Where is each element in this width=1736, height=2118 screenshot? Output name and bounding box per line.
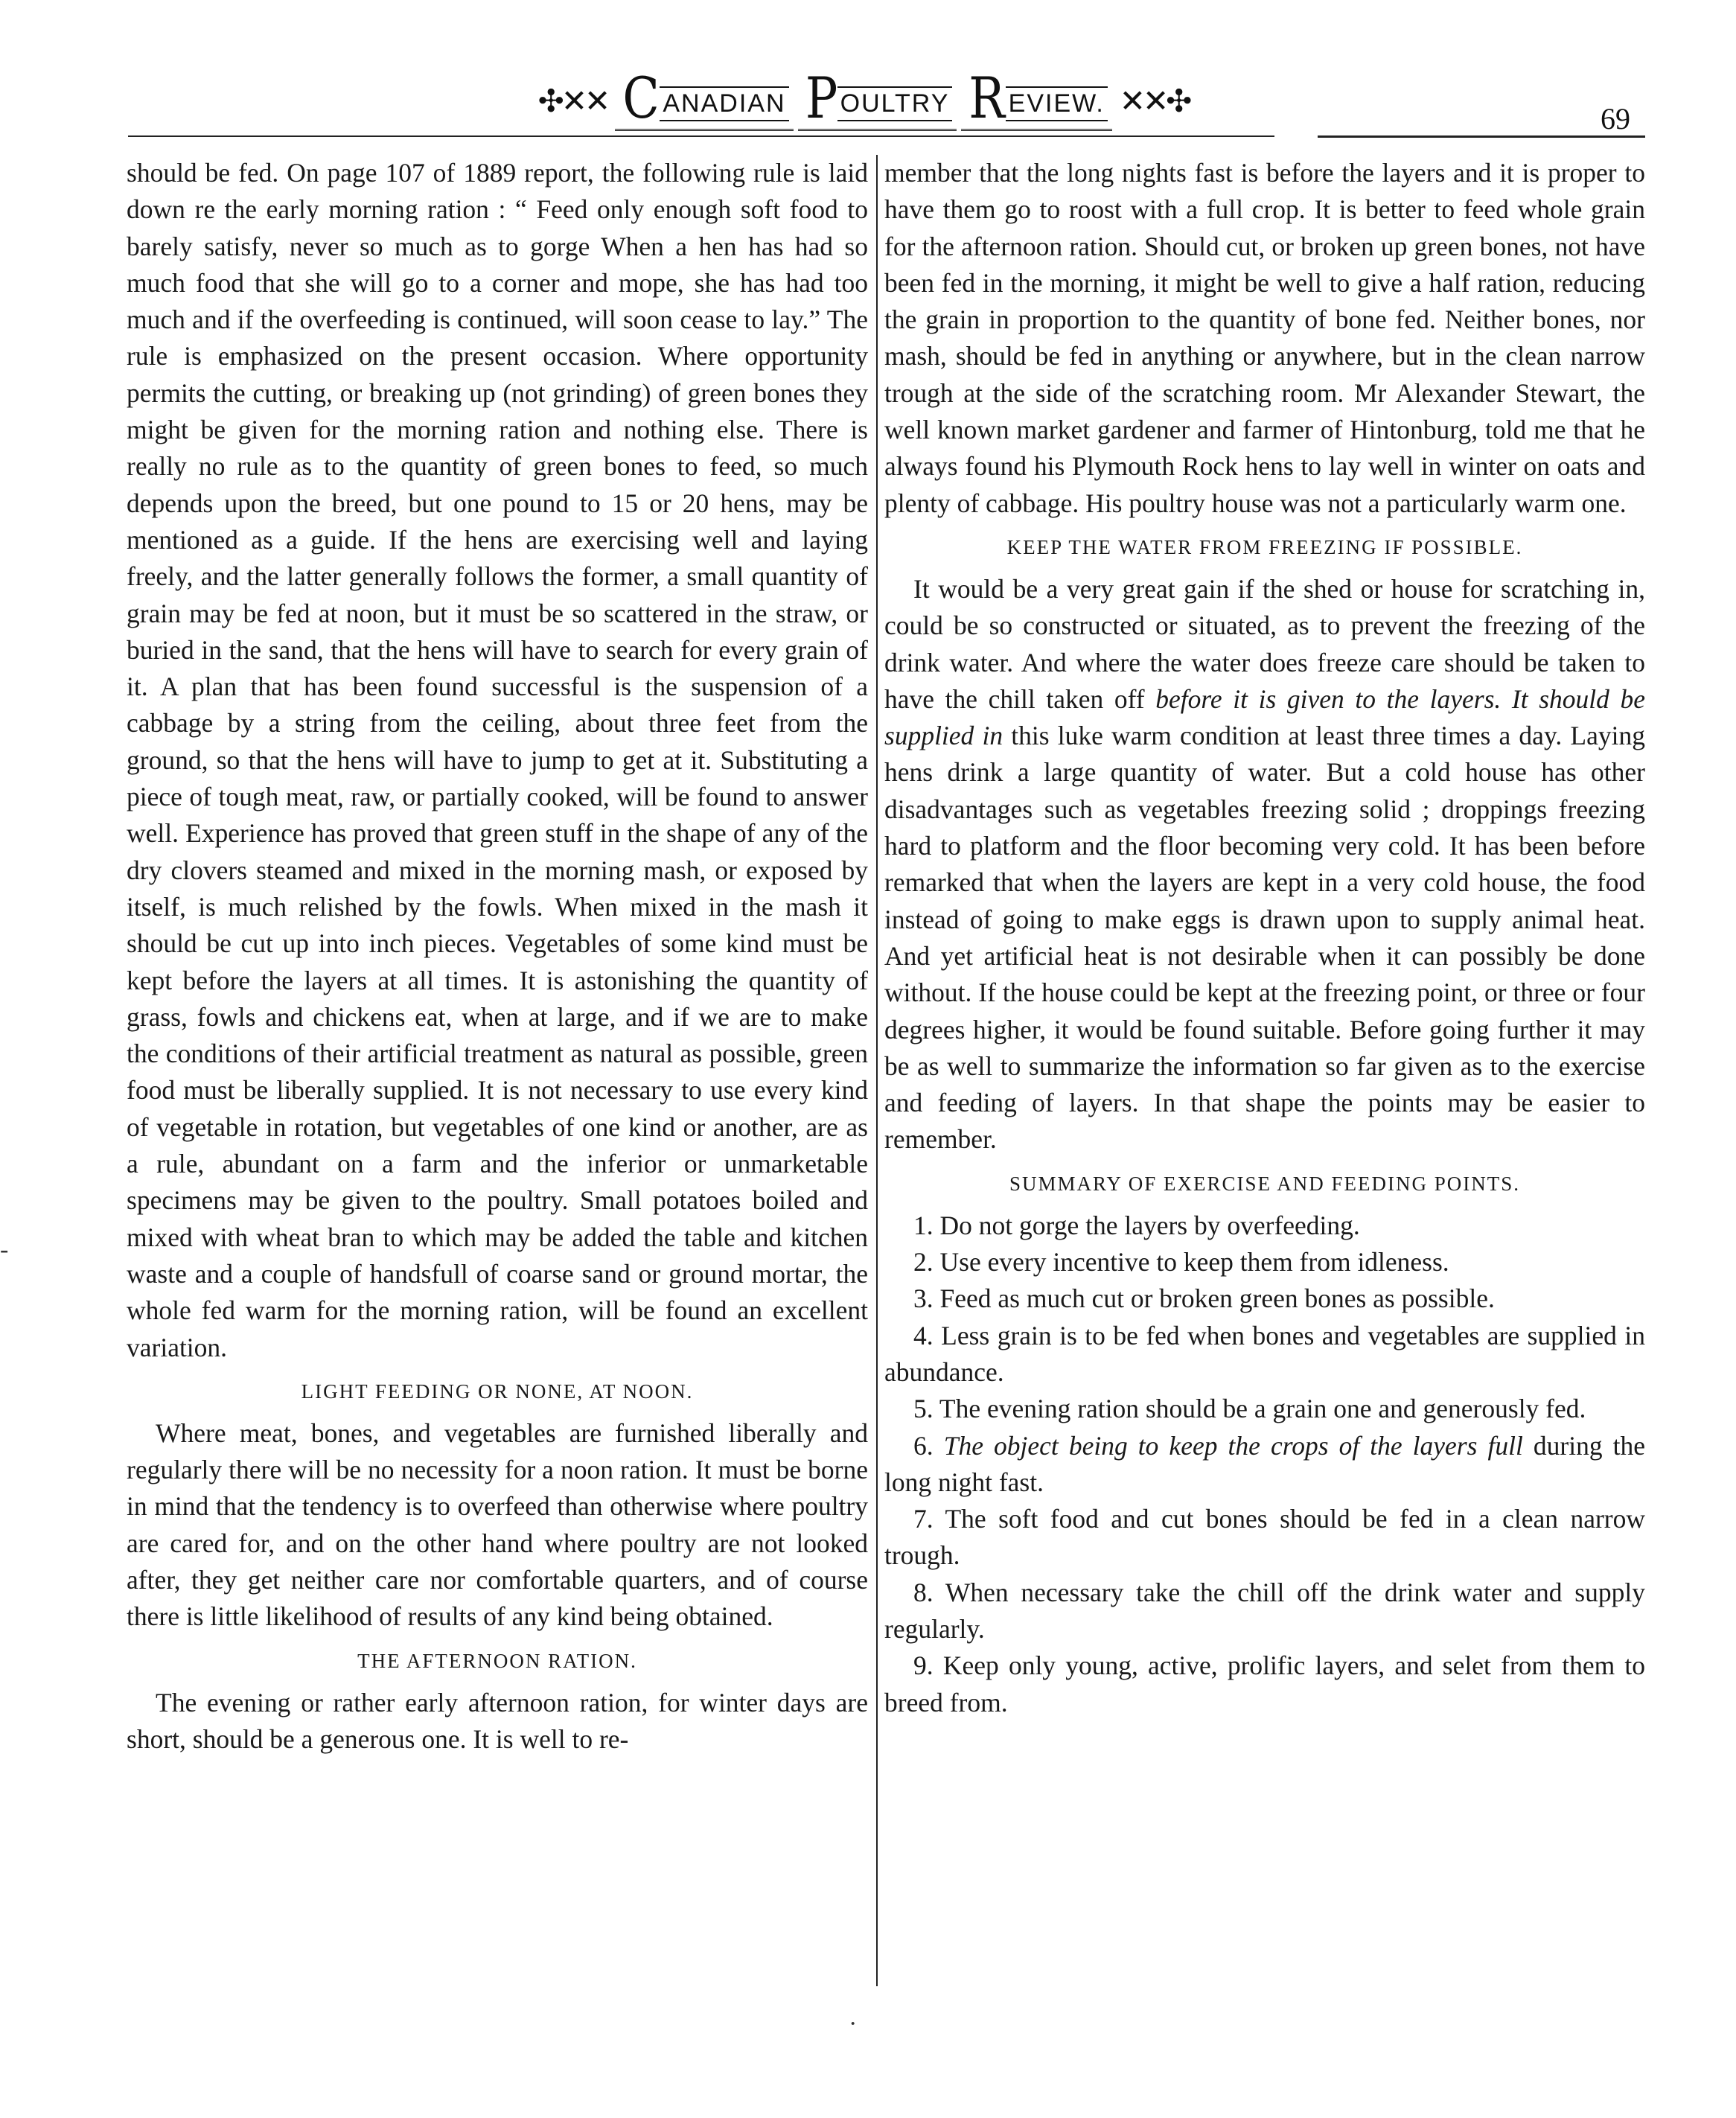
- print-speck: ·: [849, 2010, 858, 2038]
- masthead-word-canadian: [615, 65, 793, 132]
- column-divider: [876, 155, 878, 1986]
- left-paragraph-3: The evening or rather early afternoon ration, for winter days are short, should be a generous one. It is well to re-: [127, 1687, 868, 1754]
- right-paragraph-1: member that the long nights fast is before the layers and it is proper to have them go to roost with a full crop. It is better to feed whole grain for the afternoon ration. Should cut, or broken up green bones, not have been fed in the morning, it might be well to give a half ration, reducing the grain in proportion to the quantity of bone fed. Neither bones, nor mash, should be fed in anything or anywhere, but in the clean narrow trough at the side of the scratching room. Mr Alexander Stewart, the well known market gardener and farmer of Hintonburg, told me that he always found his Plymouth Rock hens to lay well in winter on oats and plenty of cabbage. His poultry house was not a particularly warm one.: [884, 158, 1645, 518]
- masthead-initial-r: R: [968, 65, 1006, 132]
- summary-item-5: 5. The evening ration should be a grain one and generously fed.: [913, 1394, 1586, 1424]
- summary-item-8: 8. When necessary take the chill off the drink water and supply regularly.: [884, 1577, 1645, 1644]
- margin-mark: -: [0, 1236, 9, 1263]
- heading-afternoon-ration: THE AFTERNOON RATION.: [357, 1649, 637, 1672]
- masthead-title: [615, 65, 1112, 132]
- left-paragraph-2: Where meat, bones, and vegetables are furnished liberally and regularly there will be no necessity for a noon ration. It must be borne in mind that the tendency is to overfeed than otherwise where poultry are cared for, and on the other hand where poultry are not looked after, they get neither care nor comfortable quarters, and of course there is little likelihood of results of any kind being obtained.: [127, 1417, 868, 1632]
- summary-item-9: 9. Keep only young, active, prolific layers, and selet from them to breed from.: [884, 1650, 1645, 1717]
- right-paragraph-2-part-c: this luke warm condition at least three times a day. Laying hens drink a large quantity of water. But a cold house has other disadvantages such as vegetables freezing solid ; droppings freezing hard to platform and the floor becoming very cold. It has been before remarked that when the layers are kept in a very cold house, the food instead of going to make eggs is drawn upon to supply animal heat. And yet artificial heat is not desirable when it can possibly be done without. If the house could be kept at the freezing point, or three or four degrees higher, it would be found suitable. Before going further it may be as well to summarize the information so far given as to the exercise and feeding of layers. In that shape the points may be easier to remember.: [884, 721, 1645, 1155]
- masthead-flourish-left: ✣✕✕: [537, 85, 608, 119]
- right-paragraph-2-italic: before it is given to the layers. It should be supplied in: [884, 683, 1645, 751]
- summary-item-6-rest: during the long night fast.: [884, 1430, 1646, 1497]
- page-number: 69: [1601, 102, 1630, 135]
- masthead-word-rest: ANADIAN: [660, 86, 788, 121]
- summary-item-3: 3. Feed as much cut or broken green bones as possible.: [913, 1283, 1495, 1314]
- right-paragraph-2-part-a: It would be a very great gain if the shed or house for scratching in, could be so constructed or situated, as to prevent the freezing of the drink water. And where the water does freeze care should be taken to have the chill taken off: [884, 573, 1645, 714]
- summary-item-6-italic: The object being to keep the crops of the layers full: [943, 1430, 1523, 1461]
- masthead-flourish-right: ✕✕✣: [1119, 85, 1190, 119]
- heading-light-feeding: LIGHT FEEDING OR NONE, AT NOON.: [301, 1379, 694, 1403]
- left-column: [127, 155, 868, 1758]
- summary-item-2: 2. Use every incentive to keep them from idleness.: [913, 1247, 1449, 1278]
- masthead-word-rest: OULTRY: [837, 86, 953, 121]
- right-column: [884, 155, 1645, 1721]
- masthead-initial-p: P: [805, 65, 837, 132]
- masthead-word-rest: EVIEW.: [1006, 86, 1108, 121]
- masthead-word-poultry: [798, 65, 957, 132]
- left-paragraph-1: should be fed. On page 107 of 1889 report, the following rule is laid down re the early morning ration : “ Feed only enough soft food to barely satisfy, never so much as to gorge When a hen has had so much food that she will go to a corner and mope, she has had too much and if the overfeeding is continued, will soon cease to lay.” The rule is emphasized on the present occasion. Where opportunity permits the cutting, or breaking up (not grinding) of green bones they might be given for the morning ration and nothing else. There is really no rule as to the quantity of green bones to feed, so much depends upon the breed, but one pound to 15 or 20 hens, may be mentioned as a guide. If the hens are exercising well and laying freely, and the latter generally follows the former, a small quantity of grain may be fed at noon, but it must be so scattered in the straw, or buried in the sand, that the hens will have to search for every grain of it. A plan that has been found successful is the suspension of a cabbage by a string from the ceiling, about three feet from the ground, so that the hens will have to jump to get at it. Substituting a piece of tough meat, raw, or partially cooked, will be found to answer well. Experience has proved that green stuff in the shape of any of the dry clovers steamed and mixed in the morning mash, or exposed by itself, is much relished by the fowls. When mixed in the mash it should be cut up into inch pieces. Vegetables of some kind must be kept before the layers at all times. It is astonishing the quantity of grass, fowls and chickens eat, when at large, and if we are to make the conditions of their artificial treatment as natural as possible, green food must be liberally supplied. It is not necessary to use every kind of vegetable in rotation, but vegetables of one kind or another, are as a rule, abundant on a farm and the inferior or unmarketable specimens may be given to the poultry. Small potatoes boiled and mixed with wheat bran to which may be added the table and kitchen waste and a couple of handsfull of coarse sand or ground mortar, the whole fed warm for the morning ration, will be found an excellent variation.: [127, 158, 868, 1362]
- heading-summary: SUMMARY OF EXERCISE AND FEEDING POINTS.: [1009, 1172, 1521, 1195]
- masthead-initial-c: C: [622, 65, 660, 132]
- header-rule: [128, 135, 1274, 137]
- header-rule-right: [1318, 135, 1645, 138]
- masthead: [537, 65, 1190, 133]
- summary-item-1: 1. Do not gorge the layers by overfeeding.: [913, 1210, 1360, 1240]
- right-paragraph-2: [884, 571, 1645, 1158]
- heading-keep-water: KEEP THE WATER FROM FREEZING IF POSSIBLE.: [1006, 535, 1523, 558]
- summary-item-4: 4. Less grain is to be fed when bones and vegetables are supplied in abundance.: [884, 1320, 1645, 1387]
- summary-item-6-number: 6.: [913, 1430, 934, 1461]
- masthead-word-review: [961, 65, 1111, 132]
- summary-item-7: 7. The soft food and cut bones should be fed in a clean narrow trough.: [884, 1504, 1645, 1571]
- summary-item-6: [884, 1428, 1645, 1502]
